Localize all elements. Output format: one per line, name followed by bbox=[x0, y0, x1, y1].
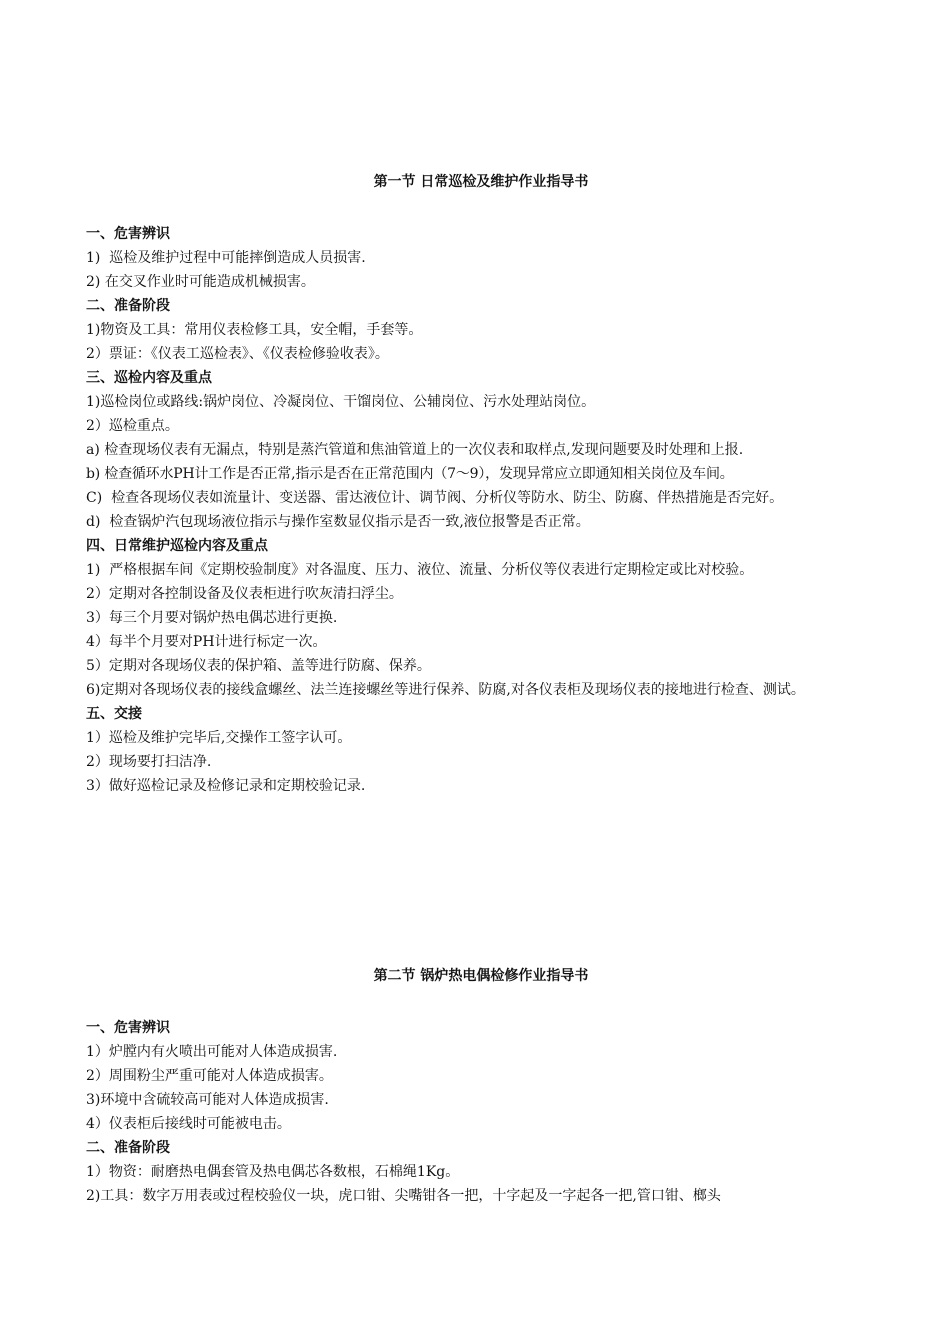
s1-inspect-item-b: b) 检查循环水PH计工作是否正常,指示是否在正常范围内（7～9），发现异常应立即通知相关岗位及车间。 bbox=[86, 466, 734, 482]
s1-hazard-item-2: 2) 在交叉作业时可能造成机械损害。 bbox=[86, 274, 315, 290]
s1-maint-item-5: 5）定期对各现场仪表的保护箱、盖等进行防腐、保养。 bbox=[86, 658, 431, 674]
s2-heading-hazard: 一、危害辨识 bbox=[86, 1020, 170, 1036]
s1-inspect-item-1: 1)巡检岗位或路线:锅炉岗位、冷凝岗位、干馏岗位、公辅岗位、污水处理站岗位。 bbox=[86, 394, 596, 410]
s2-hazard-item-2: 2）周围粉尘严重可能对人体造成损害。 bbox=[86, 1068, 333, 1084]
s1-maint-item-6: 6)定期对各现场仪表的接线盒螺丝、法兰连接螺丝等进行保养、防腐,对各仪表柜及现场仪表的接地进行检查、测试。 bbox=[86, 682, 805, 698]
s1-maint-item-4: 4）每半个月要对PH计进行标定一次。 bbox=[86, 634, 327, 650]
section-1-body bbox=[86, 222, 876, 798]
s1-heading-maintenance: 四、日常维护巡检内容及重点 bbox=[86, 538, 268, 554]
s1-heading-inspection: 三、巡检内容及重点 bbox=[86, 370, 212, 386]
s1-inspect-item-2: 2）巡检重点。 bbox=[86, 418, 179, 434]
s2-heading-preparation: 二、准备阶段 bbox=[86, 1140, 170, 1156]
section-1 bbox=[86, 172, 876, 798]
s2-group-preparation bbox=[86, 1136, 876, 1208]
s1-heading-preparation: 二、准备阶段 bbox=[86, 298, 170, 314]
s1-group-inspection bbox=[86, 366, 876, 534]
s2-prep-item-2: 2)工具：数字万用表或过程校验仪一块，虎口钳、尖嘴钳各一把，十字起及一字起各一把,管口钳、榔头 bbox=[86, 1188, 721, 1204]
s1-handover-item-3: 3）做好巡检记录及检修记录和定期校验记录. bbox=[86, 778, 366, 794]
s2-hazard-item-4: 4）仪表柜后接线时可能被电击。 bbox=[86, 1116, 291, 1132]
s1-handover-item-2: 2）现场要打扫洁净. bbox=[86, 754, 212, 770]
s2-hazard-item-3: 3)环境中含硫较高可能对人体造成损害. bbox=[86, 1092, 329, 1108]
s2-hazard-item-1: 1）炉膛内有火喷出可能对人体造成损害. bbox=[86, 1044, 338, 1060]
s1-prep-item-2: 2）票证：《仪表工巡检表》、《仪表检修验收表》。 bbox=[86, 346, 389, 362]
s1-inspect-item-c: C) 检查各现场仪表如流量计、变送器、雷达液位计、调节阀、分析仪等防水、防尘、防腐、伴热措施是否完好。 bbox=[86, 490, 784, 506]
s1-group-handover bbox=[86, 702, 876, 798]
s1-inspect-item-a: a) 检查现场仪表有无漏点，特别是蒸汽管道和焦油管道上的一次仪表和取样点,发现问题要及时处理和上报. bbox=[86, 442, 744, 458]
s1-group-maintenance bbox=[86, 534, 876, 702]
s1-group-preparation bbox=[86, 294, 876, 366]
s1-maint-item-1: 1) 严格根据车间《定期校验制度》对各温度、压力、液位、流量、分析仪等仪表进行定期检定或比对校验。 bbox=[86, 562, 754, 578]
s1-inspect-item-d: d) 检查锅炉汽包现场液位指示与操作室数显仪指示是否一致,液位报警是否正常。 bbox=[86, 514, 590, 530]
section-2-body bbox=[86, 1016, 876, 1208]
s1-prep-item-1: 1)物资及工具：常用仪表检修工具，安全帽，手套等。 bbox=[86, 322, 423, 338]
s1-heading-hazard: 一、危害辨识 bbox=[86, 226, 170, 242]
s1-hazard-item-1: 1) 巡检及维护过程中可能摔倒造成人员损害. bbox=[86, 250, 366, 266]
s1-heading-handover: 五、交接 bbox=[86, 706, 142, 722]
s1-handover-item-1: 1）巡检及维护完毕后,交操作工签字认可。 bbox=[86, 730, 352, 746]
section-2 bbox=[86, 966, 876, 1208]
s1-maint-item-2: 2）定期对各控制设备及仪表柜进行吹灰清扫浮尘。 bbox=[86, 586, 403, 602]
section-2-title: 第二节 锅炉热电偶检修作业指导书 bbox=[373, 968, 589, 984]
s1-group-hazard bbox=[86, 222, 876, 294]
section-1-title: 第一节 日常巡检及维护作业指导书 bbox=[373, 174, 589, 190]
s1-maint-item-3: 3）每三个月要对锅炉热电偶芯进行更换. bbox=[86, 610, 338, 626]
s2-prep-item-1: 1）物资：耐磨热电偶套管及热电偶芯各数根，石棉绳1Kg。 bbox=[86, 1164, 460, 1180]
s2-group-hazard bbox=[86, 1016, 876, 1136]
